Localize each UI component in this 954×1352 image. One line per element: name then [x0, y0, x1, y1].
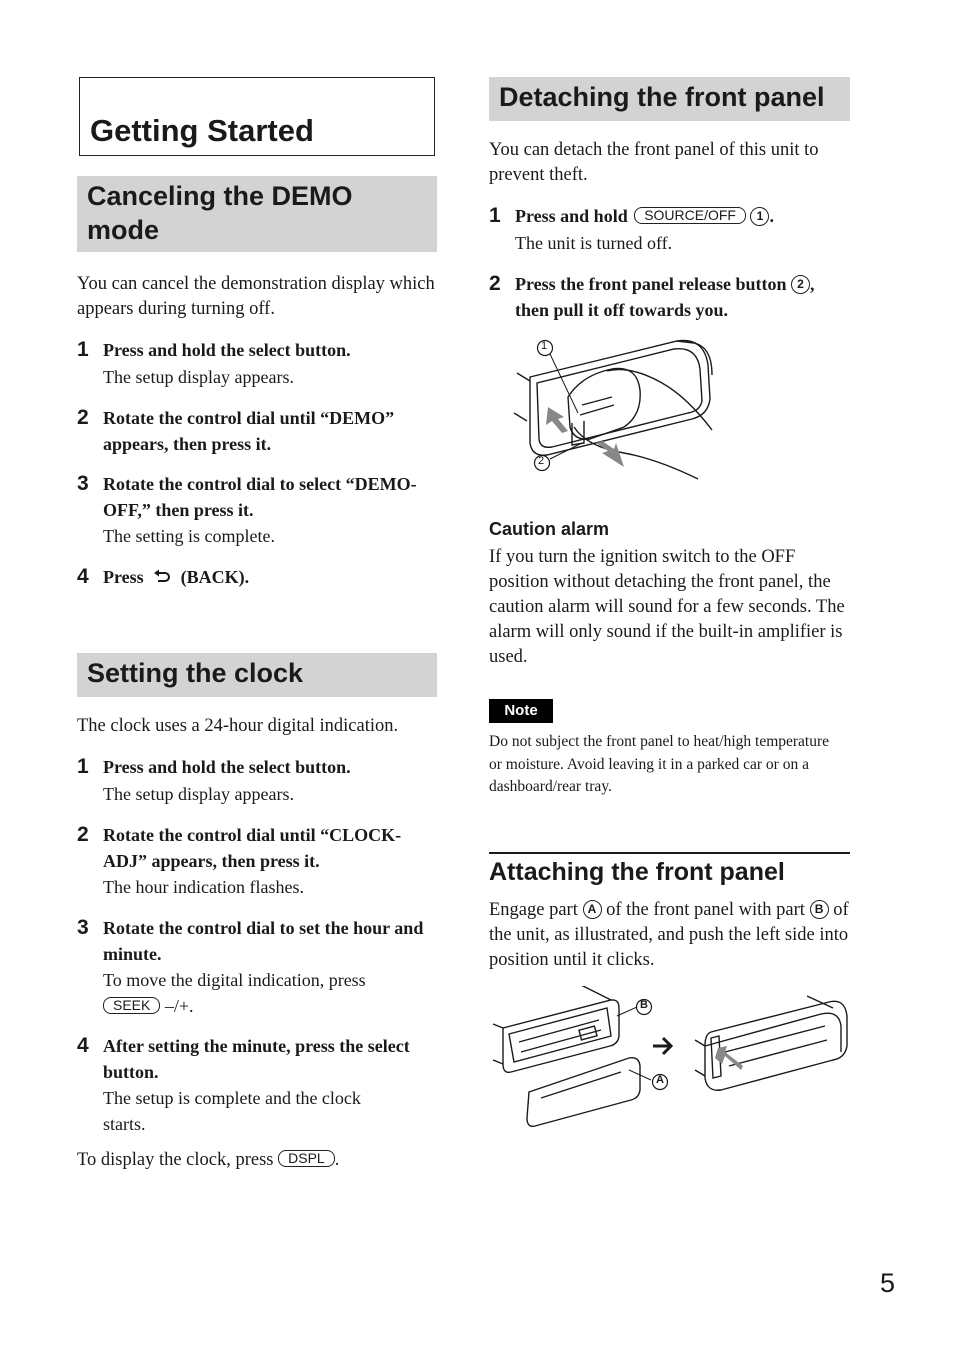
attach-heading: Attaching the front panel [489, 858, 785, 886]
section-divider [489, 852, 850, 854]
detach-heading: Detaching the front panel [489, 77, 850, 121]
step-result: The hour indication flashes. [103, 877, 304, 897]
step-instruction-suffix: (BACK). [180, 567, 250, 587]
step-instruction-suffix: , then pull it off towards you. [515, 274, 815, 320]
step-instruction-suffix: . [769, 206, 774, 226]
fig-marker-1-label: 1 [541, 340, 548, 352]
step-result: The setting is complete. [103, 526, 275, 546]
step-instruction: Press and hold the select button. [103, 757, 351, 777]
demo-step-1 [103, 338, 438, 390]
clock-step-2 [103, 823, 438, 901]
step-number: 4 [77, 1034, 89, 1057]
step-result: The unit is turned off. [515, 232, 673, 253]
step-instruction-prefix: Press [103, 567, 144, 587]
detach-intro: You can detach the front panel of this unit to prevent theft. [489, 140, 819, 185]
step-result [103, 968, 438, 1019]
step-number: 2 [77, 823, 89, 846]
step-result: The setup display appears. [103, 366, 294, 387]
page-number: 5 [880, 1268, 896, 1298]
dspl-key-symbol: DSPL [278, 1150, 335, 1167]
step-instruction: Rotate the control dial until “CLOCK-ADJ” appears, then press it. [103, 825, 402, 871]
back-arrow-icon [152, 567, 172, 593]
attach-illustration [489, 986, 851, 1131]
demo-intro: You can cancel the demonstration display which appears during turning off. [77, 274, 435, 319]
step-result-text: To move the digital indication, press [103, 970, 366, 990]
display-text: To display the clock, press [77, 1150, 274, 1170]
marker-b: B [810, 900, 829, 919]
step-instruction: Rotate the control dial until “DEMO” appears, then press it. [103, 408, 395, 454]
detach-step-2 [515, 272, 850, 323]
step-instruction-prefix: Press the front panel release button [515, 274, 787, 294]
step-number: 4 [77, 565, 89, 588]
step-number: 3 [77, 916, 89, 939]
step-instruction: Press and hold the select button. [103, 340, 351, 360]
marker-1: 1 [750, 207, 769, 226]
demo-step-4 [103, 565, 438, 593]
demo-step-3 [103, 472, 438, 550]
fig-marker-b-label: B [640, 999, 648, 1011]
attach-text-3: of the unit, as illustrated, and push the left side into position until it clicks. [489, 900, 849, 970]
step-number: 1 [77, 755, 89, 778]
step-number: 1 [77, 338, 89, 361]
step-instruction-prefix: Press and hold [515, 206, 628, 226]
attach-text-2: of the front panel with part [606, 900, 805, 920]
clock-display-instruction [77, 1148, 437, 1173]
clock-heading: Setting the clock [77, 653, 437, 697]
attach-text [489, 898, 850, 973]
marker-a: A [583, 900, 602, 919]
detach-illustration [512, 335, 722, 483]
display-suffix: . [334, 1150, 340, 1170]
clock-step-3 [103, 916, 438, 1019]
fig-marker-2-label: 2 [538, 455, 545, 467]
seek-key-symbol: SEEK [103, 997, 160, 1014]
note-tag: Note [489, 699, 553, 723]
clock-intro: The clock uses a 24-hour digital indication. [77, 716, 399, 736]
step-instruction [515, 204, 850, 230]
clock-step-1 [103, 755, 438, 807]
caution-heading: Caution alarm [489, 519, 610, 539]
page-title: Getting Started [90, 113, 314, 148]
attach-text-1: Engage part [489, 900, 578, 920]
note-text: Do not subject the front panel to heat/high temperature or moisture. Avoid leaving it in a parked car or on a dashboard/rear tray. [489, 733, 830, 795]
step-instruction: After setting the minute, press the select button. [103, 1036, 410, 1082]
step-instruction: Rotate the control dial to select “DEMO-OFF,” then press it. [103, 474, 417, 520]
clock-step-4 [103, 1034, 423, 1137]
fig-marker-a-label: A [656, 1074, 664, 1086]
caution-text: If you turn the ignition switch to the OFF position without detaching the front panel, the caution alarm will sound for a few seconds. The alarm will only sound if the built-in amplifier is used. [489, 547, 845, 667]
source-off-key-symbol: SOURCE/OFF [634, 207, 746, 224]
step-result: The setup display appears. [103, 783, 294, 804]
demo-heading: Canceling the DEMO mode [77, 176, 437, 252]
step-result: The setup is complete and the clock starts. [103, 1088, 361, 1134]
step-number: 3 [77, 472, 89, 495]
step-number: 1 [489, 204, 501, 227]
step-number: 2 [489, 272, 501, 295]
step-number: 2 [77, 406, 89, 429]
step-instruction: Rotate the control dial to set the hour and minute. [103, 918, 424, 964]
marker-2: 2 [791, 275, 810, 294]
step-result-suffix: –/+. [164, 995, 194, 1016]
page-title-box [79, 77, 435, 156]
demo-step-2 [103, 406, 438, 457]
detach-step-1 [515, 204, 850, 256]
